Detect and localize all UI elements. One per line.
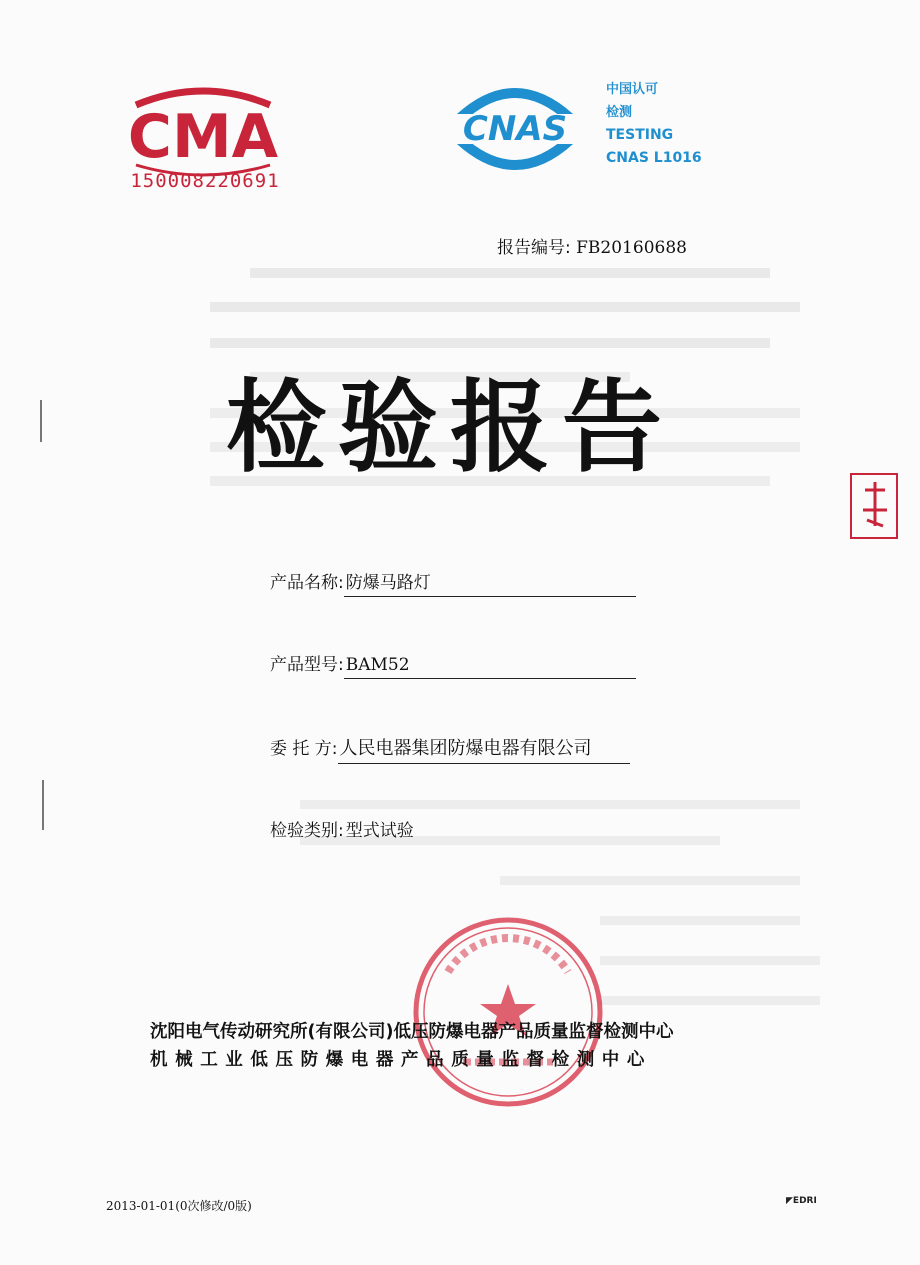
product-model-value: BAM52 (344, 655, 636, 679)
cnas-logo-text: CNAS (462, 109, 568, 149)
test-type-field (270, 816, 636, 844)
client-label: 委 托 方: (270, 739, 338, 759)
issuer-name-line-1: 沈阳电气传动研究所(有限公司)低压防爆电器产品质量监督检测中心 (150, 1022, 674, 1042)
product-model-label: 产品型号: (270, 655, 344, 675)
cnas-line-cn: 中国认可 (606, 82, 659, 97)
issuer-name-line-2: 机械工业低压防爆电器产品质量监督检测中心 (150, 1050, 652, 1070)
side-stamp (845, 470, 900, 542)
footer-revision: 2013-01-01(0次修改/0版) (106, 1199, 252, 1213)
scan-mark (40, 400, 42, 442)
client-value: 人民电器集团防爆电器有限公司 (338, 734, 630, 764)
cnas-line-test-cn: 检测 (606, 105, 633, 120)
product-name-label: 产品名称: (270, 573, 344, 593)
product-name-value: 防爆马路灯 (344, 568, 636, 597)
report-number-label: 报告编号: (497, 238, 571, 258)
footer-logo (786, 1196, 817, 1206)
report-title: 检验报告 (226, 369, 674, 486)
report-number (497, 233, 687, 258)
test-type-value: 型式试验 (345, 821, 414, 841)
cma-logo-text: CMA (127, 102, 279, 172)
cnas-line-testing: TESTING (606, 127, 674, 143)
edri-icon: ◤ (786, 1196, 793, 1206)
client-field (270, 734, 630, 764)
cma-certificate-number: 150008220691 (130, 170, 280, 192)
cnas-logo (440, 78, 590, 176)
product-name-field (270, 568, 636, 597)
official-seal (408, 912, 608, 1112)
test-type-label: 检验类别: (270, 821, 344, 841)
footer-logo-text: EDRI (792, 1196, 817, 1206)
product-model-field (270, 650, 636, 679)
cnas-line-code: CNAS L1016 (606, 150, 702, 166)
scan-mark (42, 780, 44, 830)
cnas-accreditation-text (606, 78, 702, 170)
report-number-value: FB20160688 (576, 238, 687, 258)
